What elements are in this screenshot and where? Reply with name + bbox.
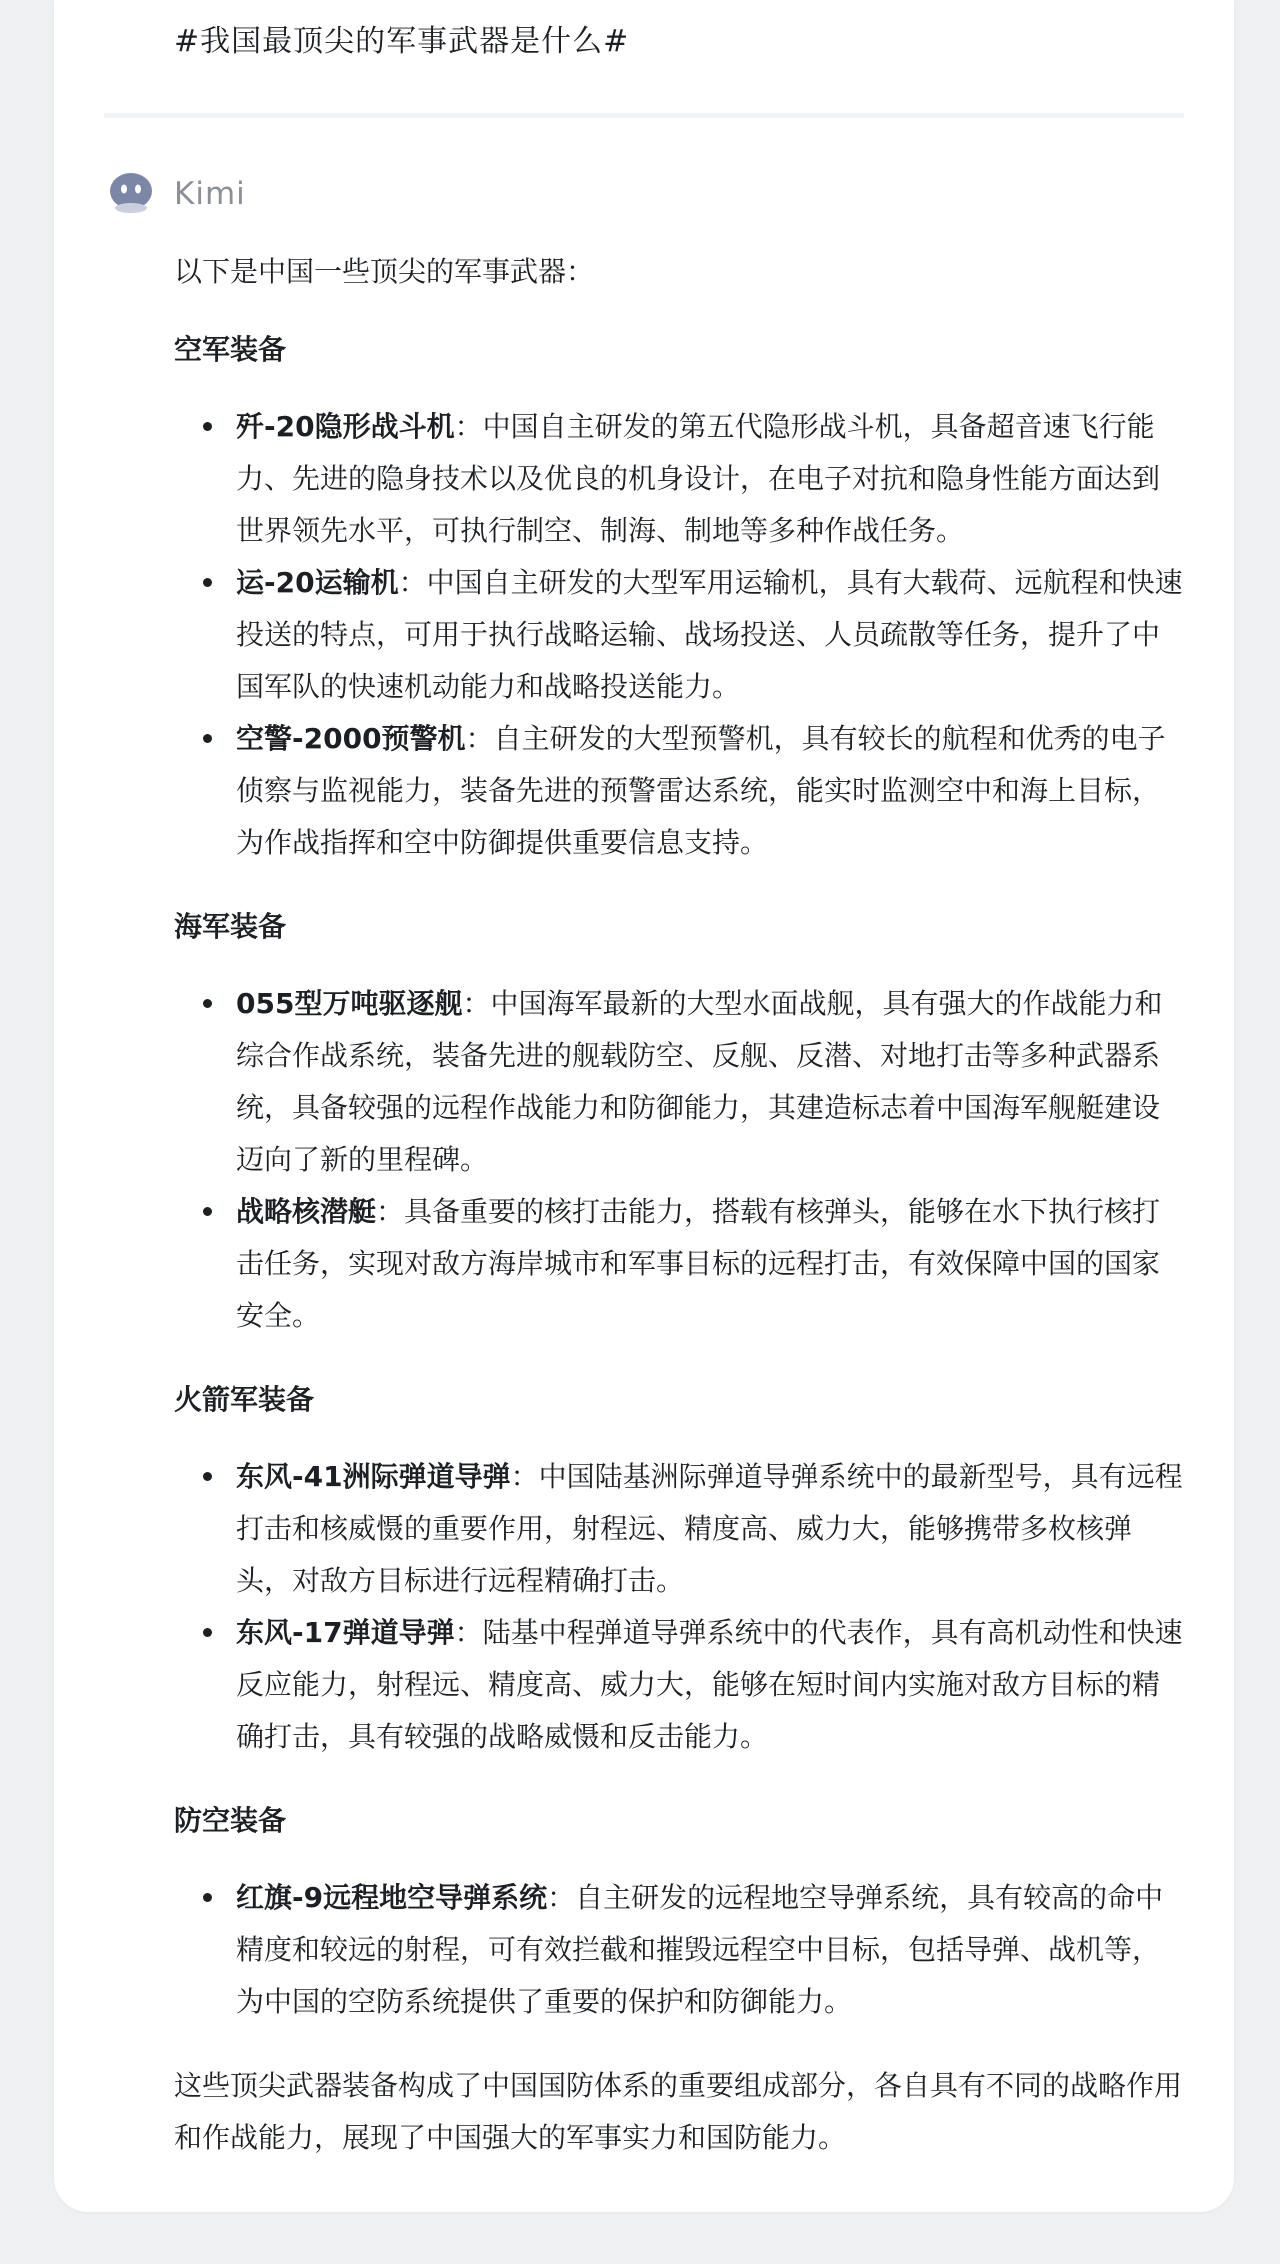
list-item (174, 557, 1184, 713)
list-item (174, 713, 1184, 869)
item-name: 东风-17弹道导弹 (236, 1616, 455, 1649)
bullet-icon (203, 1628, 212, 1637)
bullet-icon (203, 999, 212, 1008)
bullet-icon (203, 1893, 212, 1902)
item-desc: ：自主研发的大型预警机，具有较长的航程和优秀的电子侦察与监视能力，装备先进的预警雷达系统，能实时监测空中和海上目标，为作战指挥和空中防御提供重要信息支持。 (236, 722, 1166, 859)
bullet-icon (203, 1207, 212, 1216)
list-item (174, 1872, 1184, 2028)
item-list (174, 401, 1184, 869)
section-air-force (174, 324, 1184, 869)
divider (104, 113, 1184, 118)
bullet-icon (203, 1472, 212, 1481)
list-item (174, 401, 1184, 557)
item-desc: ：陆基中程弹道导弹系统中的代表作，具有高机动性和快速反应能力，射程远、精度高、威力大，能够在短时间内实施对敌方目标的精确打击，具有较强的战略威慑和反击能力。 (236, 1616, 1183, 1753)
item-desc: ：自主研发的远程地空导弹系统，具有较高的命中精度和较远的射程，可有效拦截和摧毁远程空中目标，包括导弹、战机等，为中国的空防系统提供了重要的保护和防御能力。 (236, 1881, 1164, 2018)
item-name: 运-20运输机 (236, 566, 399, 599)
list-item (174, 978, 1184, 1186)
item-list (174, 1451, 1184, 1763)
item-name: 空警-2000预警机 (236, 722, 466, 755)
bullet-icon (203, 734, 212, 743)
item-list (174, 978, 1184, 1342)
item-name: 055型万吨驱逐舰 (236, 987, 463, 1020)
section-title: 防空装备 (174, 1804, 287, 1837)
item-desc: ：中国海军最新的大型水面战舰，具有强大的作战能力和综合作战系统，装备先进的舰载防空、反舰、反潜、对地打击等多种武器系统，具备较强的远程作战能力和防御能力，其建造标志着中国海军舰艇建设迈向了新的里程碑。 (236, 987, 1163, 1176)
section-title: 海军装备 (174, 910, 287, 943)
item-desc: ：中国自主研发的大型军用运输机，具有大载荷、远航程和快速投送的特点，可用于执行战略运输、战场投送、人员疏散等任务，提升了中国军队的快速机动能力和战略投送能力。 (236, 566, 1183, 703)
answer-content (174, 246, 1184, 2164)
item-name: 战略核潜艇 (236, 1195, 377, 1228)
section-title: 空军装备 (174, 333, 287, 366)
item-name: 红旗-9远程地空导弹系统 (236, 1881, 548, 1914)
section-navy (174, 901, 1184, 1342)
answer-intro: 以下是中国一些顶尖的军事武器： (174, 255, 595, 288)
answer-outro: 这些顶尖武器装备构成了中国国防体系的重要组成部分，各自具有不同的战略作用和作战能力，展现了中国强大的军事实力和国防能力。 (174, 2069, 1183, 2154)
bullet-icon (203, 578, 212, 587)
list-item (174, 1607, 1184, 1763)
item-desc: ：具备重要的核打击能力，搭载有核弹头，能够在水下执行核打击任务，实现对敌方海岸城市和军事目标的远程打击，有效保障中国的国家安全。 (236, 1195, 1161, 1332)
bullet-icon (203, 422, 212, 431)
section-air-defense (174, 1795, 1184, 2028)
item-name: 歼-20隐形战斗机 (236, 410, 455, 443)
item-desc: ：中国陆基洲际弹道导弹系统中的最新型号，具有远程打击和核威慑的重要作用，射程远、精度高、威力大，能够携带多枚核弹头，对敌方目标进行远程精确打击。 (236, 1460, 1183, 1597)
section-rocket-force (174, 1374, 1184, 1763)
item-list (174, 1872, 1184, 2028)
user-question: #我国最顶尖的军事武器是什么# (174, 24, 630, 59)
list-item (174, 1186, 1184, 1342)
bot-name: Kimi (174, 176, 246, 212)
kimi-face-icon (107, 170, 155, 218)
list-item (174, 1451, 1184, 1607)
section-title: 火箭军装备 (174, 1383, 315, 1416)
item-name: 东风-41洲际弹道导弹 (236, 1460, 511, 1493)
item-desc: ：中国自主研发的第五代隐形战斗机，具备超音速飞行能力、先进的隐身技术以及优良的机身设计，在电子对抗和隐身性能方面达到世界领先水平，可执行制空、制海、制地等多种作战任务。 (236, 410, 1161, 547)
